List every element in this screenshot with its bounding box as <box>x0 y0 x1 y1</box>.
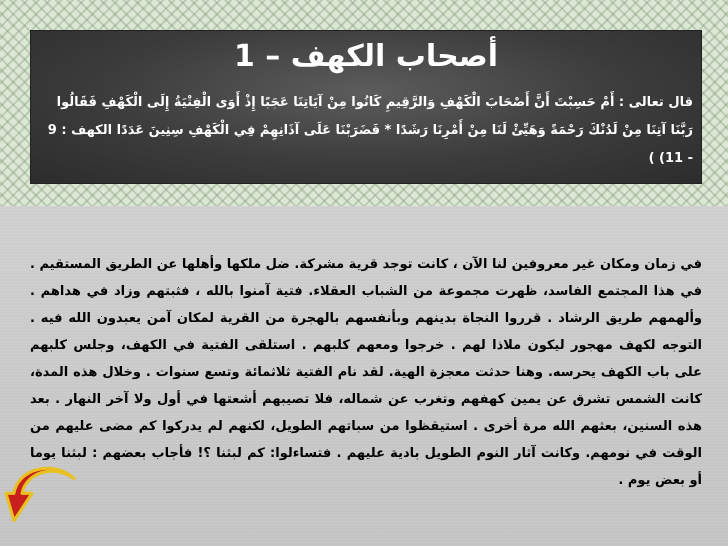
story-text <box>30 251 702 494</box>
arrow-shape[interactable] <box>6 468 74 520</box>
curved-arrow-icon[interactable] <box>4 462 76 522</box>
story-area <box>0 206 728 546</box>
header-panel <box>30 30 702 184</box>
story-paragraph: في زمان ومكان غير معروفين لنا الآن ، كانت توجد قرية مشركة. ضل ملكها وأهلها عن الطريق المستقيم . في هذا المجتمع الفاسد، ظهرت مجموعة من الشباب العقلاء. فتية آمنوا بالله ، فثبتهم وزاد في هداهم . وألهمهم طريق الرشاد . قرروا النجاة بدينهم وبأنفسهم بالهجرة من القرية لمكان آمن يعبدون الله فيه . التوجه لكهف مهجور ليكون ملاذا لهم . خرجوا ومعهم كلبهم . استلقى الفتية في الكهف، وجلس كلبهم على باب الكهف يحرسه. وهنا حدثت معجزة الهية. لقد نام الفتية ثلاثمائة وتسع سنوات . وخلال هذه المدة، كانت الشمس تشرق عن يمين كهفهم وتغرب عن شماله، فلا تصيبهم أشعتها في أول ولا آخر النهار . بعد هذه السنين، بعثهم الله مرة أخرى . استيقظوا من سباتهم الطويل، لكنهم لم يدركوا كم مضى عليهم من الوقت في نومهم. وكانت آثار النوم الطويل بادية عليهم . فتساءلوا: كم لبثنا ؟! فأجاب بعضهم : لبثنا يوما أو بعض يوم . <box>30 257 702 488</box>
slide-title: أصحاب الكهف – 1 <box>233 39 499 74</box>
quran-verse: قال تعالى : أَمْ حَسِبْتَ أَنَّ أَصْحَابَ الْكَهْفِ وَالرَّقِيمِ كَانُوا مِنْ آيَاتِنَا عَجَبًا إِذْ أَوَى الْفِتْيَةُ إِلَى الْكَهْفِ فَقَالُوا رَبَّنَا آتِنَا مِنْ لَدُنْكَ رَحْمَةً وَهَيِّئْ لَنَا مِنْ أَمْرِنَا رَشَدًا * فَضَرَبْنَا عَلَى آذَانِهِمْ فِي الْكَهْفِ سِنِينَ عَدَدًا الكهف : 9 - 11) ) <box>47 95 693 166</box>
